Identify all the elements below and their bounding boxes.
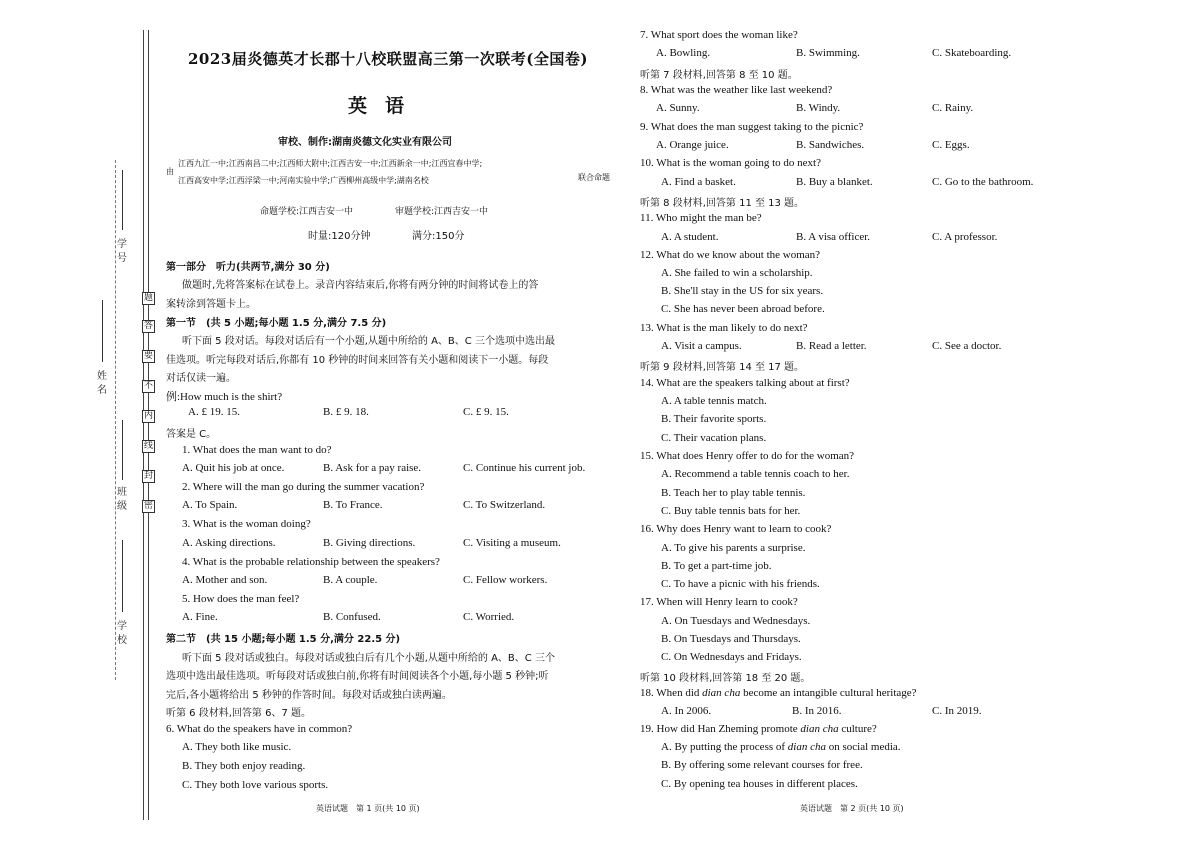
- example-question: 例:How much is the shirt?: [166, 391, 283, 403]
- option-a: A. Mother and son.: [182, 574, 268, 586]
- schools-suffix: 联合命题: [578, 173, 610, 182]
- schools-line-1: 江西九江一中;江西南昌二中;江西师大附中;江西吉安一中;江西新余一中;江西宜春中学;: [178, 159, 483, 168]
- option-a: A. A student.: [661, 231, 719, 243]
- option-a: A. Quit his job at once.: [182, 462, 285, 474]
- option-a: A. Recommend a table tennis coach to her.: [661, 468, 850, 480]
- seal-dashed-line: [115, 160, 116, 680]
- option-c: C. Fellow workers.: [463, 574, 548, 586]
- option-c: C. See a doctor.: [932, 340, 1002, 352]
- section1-instruction: 听下面 5 段对话。每段对话后有一个小题,从题中所给的 A、B、C 三个选项中选出最: [182, 336, 555, 347]
- option-a: A. Find a basket.: [661, 176, 736, 188]
- option-c: C. She has never been abroad before.: [661, 303, 825, 315]
- option-b: B. By offering some relevant courses for free.: [661, 759, 863, 771]
- section1-instruction: 对话仅读一遍。: [166, 373, 236, 384]
- part1-instruction: 案转涂到答题卡上。: [166, 299, 256, 310]
- question-text: 18. When did: [640, 687, 703, 699]
- seal-char: 答: [143, 321, 153, 331]
- question-15: 15. What does Henry offer to do for the woman?: [640, 450, 855, 462]
- class-slot[interactable]: [122, 420, 123, 480]
- option-b: B. Read a letter.: [796, 340, 867, 352]
- option-c: C. They both love various sports.: [182, 779, 329, 791]
- option-b: B. A couple.: [323, 574, 378, 586]
- option-a: [661, 741, 901, 753]
- seal-char: 封: [143, 471, 153, 481]
- option-c: C. Visiting a museum.: [463, 537, 561, 549]
- question-2: 2. Where will the man go during the summer vacation?: [182, 481, 425, 493]
- option-c: C. On Wednesdays and Fridays.: [661, 651, 802, 663]
- option-a: A. Asking directions.: [182, 537, 276, 549]
- option-c: C. Go to the bathroom.: [932, 176, 1034, 188]
- question-14: 14. What are the speakers talking about at first?: [640, 377, 850, 389]
- question-text: become an intangible cultural heritage?: [740, 687, 917, 699]
- option-b: B. Giving directions.: [323, 537, 416, 549]
- option-a: A. £ 19. 15.: [188, 406, 240, 418]
- option-a: A. Orange juice.: [656, 139, 729, 151]
- option-b: B. Teach her to play table tennis.: [661, 487, 806, 499]
- section2-title: 第二节 (共 15 小题;每小题 1.5 分,满分 22.5 分): [166, 634, 401, 645]
- question-4: 4. What is the probable relationship between the speakers?: [182, 556, 440, 568]
- section2-instruction: 听下面 5 段对话或独白。每段对话或独白后有几个小题,从题中所给的 A、B、C 三个: [182, 653, 555, 664]
- school-slot[interactable]: [122, 540, 123, 612]
- option-c: C. A professor.: [932, 231, 998, 243]
- option-text: on social media.: [826, 741, 901, 753]
- option-c: C. To Switzerland.: [463, 499, 546, 511]
- producer: 审校、制作:湖南炎德文化实业有限公司: [278, 137, 452, 148]
- term-italic: dian cha: [800, 723, 839, 735]
- school-label: 学校: [117, 621, 127, 646]
- option-b: B. They both enjoy reading.: [182, 760, 306, 772]
- exam-title: 2023届炎德英才长郡十八校联盟高三第一次联考(全国卷): [188, 50, 588, 68]
- name-label: 姓名: [97, 371, 107, 396]
- option-b: B. Confused.: [323, 611, 381, 623]
- writing-school: 命题学校:江西吉安一中: [260, 207, 354, 217]
- question-18: [640, 687, 917, 699]
- seal-char: 要: [143, 351, 153, 361]
- question-16: 16. Why does Henry want to learn to cook?: [640, 523, 832, 535]
- time-limit: 时量:120分钟: [308, 231, 371, 242]
- option-a: A. To Spain.: [182, 499, 238, 511]
- question-12: 12. What do we know about the woman?: [640, 249, 821, 261]
- option-a: A. She failed to win a scholarship.: [661, 267, 813, 279]
- subject-title: 英语: [348, 95, 423, 117]
- option-b: B. A visa officer.: [796, 231, 871, 243]
- seal-char: 线: [143, 441, 153, 451]
- option-a: A. To give his parents a surprise.: [661, 542, 806, 554]
- page-footer-1: 英语试题 第 1 页(共 10 页): [316, 804, 420, 813]
- option-c: C. Skateboarding.: [932, 47, 1012, 59]
- option-c: C. In 2019.: [932, 705, 982, 717]
- question-text: culture?: [838, 723, 877, 735]
- option-c: C. Buy table tennis bats for her.: [661, 505, 801, 517]
- option-b: B. In 2016.: [792, 705, 842, 717]
- student-id-slot[interactable]: [122, 170, 123, 230]
- option-b: B. Windy.: [796, 102, 841, 114]
- option-b: B. On Tuesdays and Thursdays.: [661, 633, 801, 645]
- section2-instruction: 完后,各小题将给出 5 秒钟的作答时间。每段对话或独白读两遍。: [166, 690, 452, 701]
- option-a: A. On Tuesdays and Wednesdays.: [661, 615, 811, 627]
- question-8: 8. What was the weather like last weekend?: [640, 84, 833, 96]
- option-b: B. £ 9. 18.: [323, 406, 369, 418]
- seal-char: 不: [143, 381, 153, 391]
- seal-char: 题: [143, 293, 153, 303]
- option-b: B. Sandwiches.: [796, 139, 865, 151]
- option-c: C. Eggs.: [932, 139, 970, 151]
- option-c: C. To have a picnic with his friends.: [661, 578, 820, 590]
- option-a: A. In 2006.: [661, 705, 712, 717]
- option-b: B. To France.: [323, 499, 383, 511]
- option-a: A. Sunny.: [656, 102, 700, 114]
- section1-instruction: 佳选项。听完每段对话后,你都有 10 秒钟的时间来回答有关小题和阅读下一小题。每段: [166, 355, 549, 366]
- term-italic: dian cha: [702, 687, 741, 699]
- question-7: 7. What sport does the woman like?: [640, 29, 798, 41]
- class-label: 班级: [117, 487, 127, 512]
- question-11: 11. Who might the man be?: [640, 212, 762, 224]
- option-b: B. Swimming.: [796, 47, 860, 59]
- option-a: A. They both like music.: [182, 741, 292, 753]
- option-text: A. By putting the process of: [661, 741, 788, 753]
- section1-title: 第一节 (共 5 小题;每小题 1.5 分,满分 7.5 分): [166, 318, 387, 329]
- seal-char: 内: [143, 411, 153, 421]
- option-b: B. Buy a blanket.: [796, 176, 873, 188]
- option-c: C. Continue his current job.: [463, 462, 586, 474]
- question-6: 6. What do the speakers have in common?: [166, 723, 353, 735]
- option-c: C. Their vacation plans.: [661, 432, 767, 444]
- option-b: B. Their favorite sports.: [661, 413, 767, 425]
- question-1: 1. What does the man want to do?: [182, 444, 332, 456]
- material-10: 听第 10 段材料,回答第 18 至 20 题。: [640, 673, 811, 684]
- part1-instruction: 做题时,先将答案标在试卷上。录音内容结束后,你将有两分钟的时间将试卷上的答: [182, 280, 539, 291]
- student-id-label: 学号: [117, 239, 127, 264]
- page-footer-2: 英语试题 第 2 页(共 10 页): [800, 804, 904, 813]
- question-5: 5. How does the man feel?: [182, 593, 300, 605]
- section2-instruction: 选项中选出最佳选项。听每段对话或独白前,你将有时间阅读各个小题,每小题 5 秒钟;听: [166, 671, 549, 682]
- option-b: B. Ask for a pay raise.: [323, 462, 422, 474]
- review-school: 审题学校:江西吉安一中: [395, 207, 489, 217]
- option-a: A. A table tennis match.: [661, 395, 767, 407]
- option-a: A. Bowling.: [656, 47, 711, 59]
- question-10: 10. What is the woman going to do next?: [640, 157, 821, 169]
- question-9: 9. What does the man suggest taking to the picnic?: [640, 121, 864, 133]
- question-text: 19. How did Han Zheming promote: [640, 723, 801, 735]
- question-17: 17. When will Henry learn to cook?: [640, 596, 798, 608]
- schools-line-2: 江西高安中学;江西浮梁一中;河南实验中学;广西柳州高级中学;湖南名校: [178, 176, 429, 185]
- material-6: 听第 6 段材料,回答第 6、7 题。: [166, 708, 311, 719]
- binding-border-inner: [148, 30, 149, 820]
- option-b: B. She'll stay in the US for six years.: [661, 285, 824, 297]
- question-13: 13. What is the man likely to do next?: [640, 322, 808, 334]
- material-8: 听第 8 段材料,回答第 11 至 13 题。: [640, 198, 805, 209]
- option-c: C. £ 9. 15.: [463, 406, 509, 418]
- question-3: 3. What is the woman doing?: [182, 518, 311, 530]
- option-a: A. Visit a campus.: [661, 340, 742, 352]
- part1-title: 第一部分 听力(共两节,满分 30 分): [166, 262, 330, 273]
- term-italic: dian cha: [787, 741, 826, 753]
- material-7: 听第 7 段材料,回答第 8 至 10 题。: [640, 70, 798, 81]
- full-score: 满分:150分: [412, 231, 465, 242]
- option-a: A. Fine.: [182, 611, 218, 623]
- schools-prefix: 由: [166, 167, 174, 176]
- question-19: [640, 723, 877, 735]
- material-9: 听第 9 段材料,回答第 14 至 17 题。: [640, 362, 805, 373]
- option-b: B. To get a part-time job.: [661, 560, 772, 572]
- name-slot[interactable]: [102, 300, 103, 362]
- seal-char: 密: [143, 501, 153, 511]
- binding-border-outer: [143, 30, 144, 820]
- option-c: C. Worried.: [463, 611, 515, 623]
- example-answer: 答案是 C。: [166, 429, 217, 440]
- option-c: C. Rainy.: [932, 102, 974, 114]
- option-c: C. By opening tea houses in different places.: [661, 778, 858, 790]
